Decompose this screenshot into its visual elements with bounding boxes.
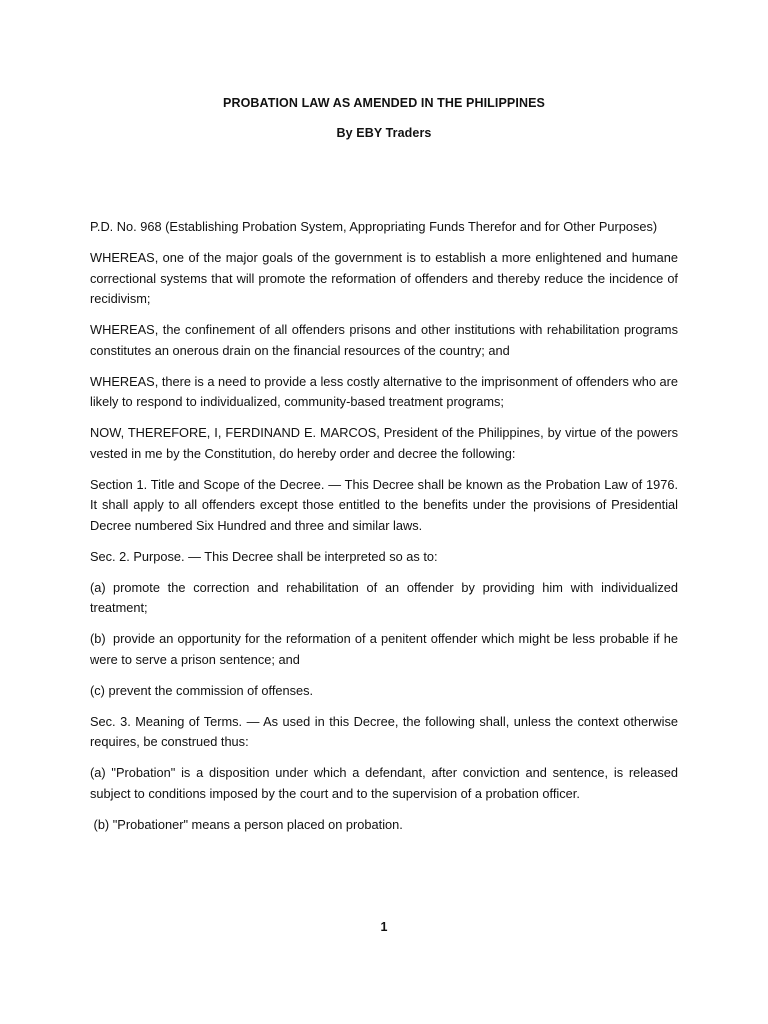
now-therefore-paragraph: NOW, THEREFORE, I, FERDINAND E. MARCOS, President of the Philippines, by virtue of the powers vested in me by the Constitution, do hereby order and decree the following:: [90, 425, 678, 461]
list-item-text: provide an opportunity for the reformation of a penitent offender which might be less probable if he were to serve a prison sentence; and: [90, 631, 678, 667]
list-item-label: (a): [90, 579, 106, 595]
whereas-paragraph-2: WHEREAS, the confinement of all offenders prisons and other institutions with rehabilitation programs constitutes an onerous drain on the financial resources of the country; and: [90, 322, 678, 358]
section-2-item-b: [90, 629, 678, 670]
document-author: By EBY Traders: [336, 126, 432, 140]
whereas-paragraph-1: WHEREAS, one of the major goals of the government is to establish a more enlightened and humane correctional systems that will promote the reformation of offenders and thereby reduce the incidence of recidivism;: [90, 250, 678, 306]
section-1-paragraph: Section 1. Title and Scope of the Decree. — This Decree shall be known as the Probation Law of 1976. It shall apply to all offenders except those entitled to the benefits under the provisions of Presidential Decree numbered Six Hundred and three and similar laws.: [90, 476, 678, 533]
section-3-item-a: (a) "Probation" is a disposition under which a defendant, after conviction and sentence, is released subject to conditions imposed by the court and to the supervision of a probation officer.: [90, 765, 678, 801]
document-body: [90, 217, 678, 846]
section-3-item-b: (b) "Probationer" means a person placed on probation.: [90, 816, 403, 832]
pd-heading-paragraph: P.D. No. 968 (Establishing Probation System, Appropriating Funds Therefor and for Other Purposes): [90, 219, 658, 234]
list-item-text: promote the correction and rehabilitation of an offender by providing him with individualized treatment;: [90, 579, 678, 615]
list-item-label: (b): [90, 631, 106, 646]
page-number: 1: [380, 920, 388, 934]
section-3-paragraph: Sec. 3. Meaning of Terms. — As used in this Decree, the following shall, unless the context otherwise requires, be construed thus:: [90, 713, 678, 749]
section-2-item-a: [90, 578, 678, 619]
section-2-paragraph: Sec. 2. Purpose. — This Decree shall be interpreted so as to:: [90, 548, 438, 564]
document-title: PROBATION LAW AS AMENDED IN THE PHILIPPINES: [223, 96, 545, 110]
whereas-paragraph-3: WHEREAS, there is a need to provide a less costly alternative to the imprisonment of offenders who are likely to respond to individualized, community-based treatment programs;: [90, 373, 679, 409]
section-2-item-c: (c) prevent the commission of offenses.: [90, 682, 314, 698]
